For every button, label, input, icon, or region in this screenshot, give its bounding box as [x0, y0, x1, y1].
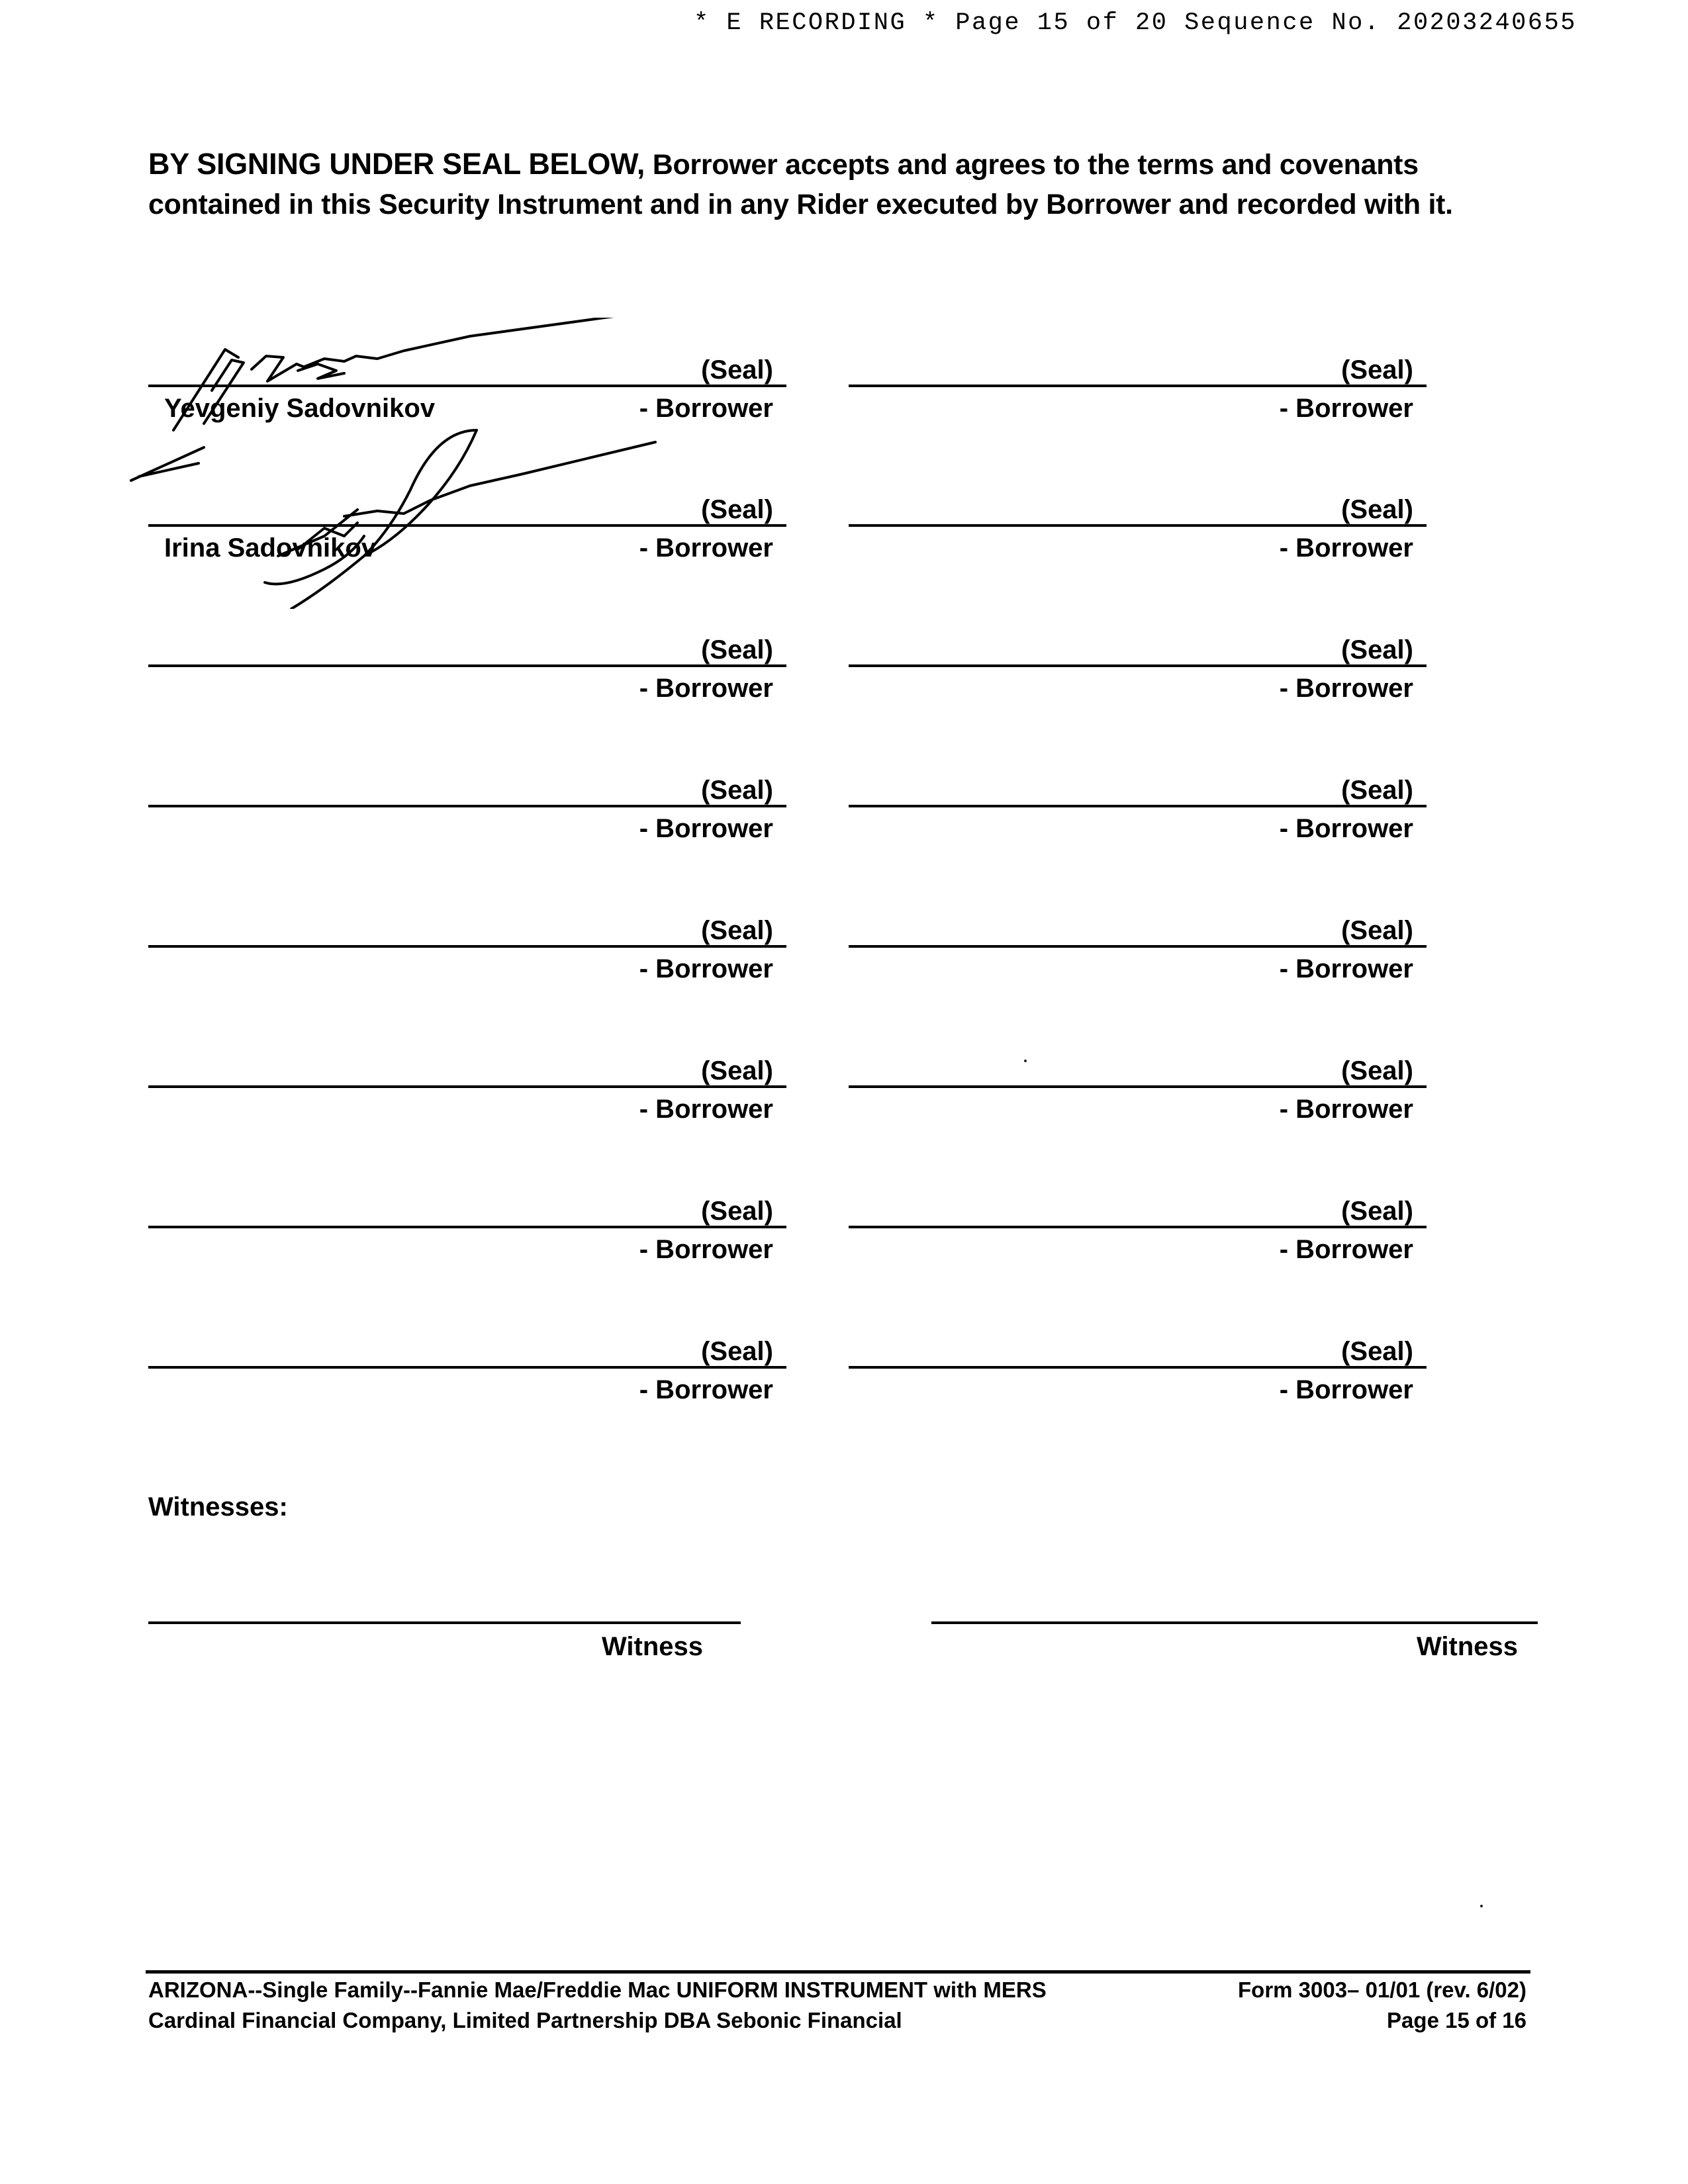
- borrower-name: Irina Sadovnikov: [164, 533, 377, 563]
- seal-label: (Seal): [701, 916, 773, 945]
- footer-row: [146, 2004, 1530, 2034]
- signature-block[interactable]: [849, 916, 1427, 995]
- signing-statement-text: Borrower accepts and agrees to the terms and covenants contained in this Security Instrument and in any Rider executed by Borrower and recorded with it.: [148, 149, 1453, 220]
- scan-speck: [1024, 1060, 1027, 1062]
- signature-line: [849, 1226, 1427, 1228]
- seal-label: (Seal): [701, 355, 773, 385]
- witness-signature-line: [148, 1621, 741, 1624]
- seal-label: (Seal): [701, 1056, 773, 1085]
- signature-line: [148, 805, 786, 807]
- role-label: - Borrower: [1279, 1235, 1413, 1264]
- form-description: ARIZONA--Single Family--Fannie Mae/Freddie Mac UNIFORM INSTRUMENT with MERS: [148, 1978, 1047, 2002]
- role-label: - Borrower: [639, 533, 773, 563]
- signature-block[interactable]: [148, 776, 786, 855]
- signature-block[interactable]: [148, 1056, 786, 1136]
- handwritten-signatures: [126, 318, 708, 609]
- seal-label: (Seal): [701, 1337, 773, 1366]
- witness-block[interactable]: [148, 1600, 741, 1666]
- signature-line: [849, 664, 1427, 667]
- witness-label: Witness: [602, 1632, 704, 1661]
- signature-stroke: [131, 447, 204, 480]
- page-footer: [146, 1970, 1530, 2034]
- role-label: - Borrower: [639, 1095, 773, 1124]
- signature-line: [148, 1085, 786, 1088]
- seal-label: (Seal): [1341, 635, 1413, 664]
- seal-label: (Seal): [701, 1197, 773, 1226]
- signature-line: [849, 1085, 1427, 1088]
- witness-signature-line: [931, 1621, 1538, 1624]
- role-label: - Borrower: [639, 394, 773, 423]
- signature-block[interactable]: [148, 635, 786, 715]
- role-label: - Borrower: [1279, 1375, 1413, 1404]
- signature-block[interactable]: [849, 1056, 1427, 1136]
- seal-label: (Seal): [1341, 495, 1413, 524]
- role-label: - Borrower: [639, 954, 773, 983]
- role-label: - Borrower: [639, 674, 773, 703]
- witness-label: Witness: [1416, 1632, 1518, 1661]
- seal-label: (Seal): [1341, 916, 1413, 945]
- signature-line: [849, 805, 1427, 807]
- form-number: Form 3003– 01/01 (rev. 6/02): [1238, 1978, 1526, 2002]
- seal-label: (Seal): [1341, 1197, 1413, 1226]
- seal-label: (Seal): [701, 635, 773, 664]
- signature-block[interactable]: [849, 355, 1427, 435]
- signature-line: [148, 1226, 786, 1228]
- footer-row: [146, 1974, 1530, 2004]
- signature-stroke: [278, 442, 655, 556]
- signature-block[interactable]: [849, 776, 1427, 855]
- signature-stroke: [265, 523, 364, 584]
- role-label: - Borrower: [1279, 674, 1413, 703]
- seal-label: (Seal): [1341, 1337, 1413, 1366]
- witnesses-heading: Witnesses:: [148, 1492, 288, 1522]
- seal-label: (Seal): [1341, 1056, 1413, 1085]
- signature-line: [849, 945, 1427, 948]
- page-number: Page 15 of 16: [1387, 2008, 1526, 2032]
- seal-label: (Seal): [701, 495, 773, 524]
- witness-block[interactable]: [931, 1600, 1538, 1666]
- seal-label: (Seal): [1341, 776, 1413, 805]
- role-label: - Borrower: [1279, 1095, 1413, 1124]
- scan-speck: [1480, 1905, 1483, 1907]
- signature-block[interactable]: [849, 1337, 1427, 1416]
- role-label: - Borrower: [1279, 954, 1413, 983]
- signature-stroke: [291, 430, 477, 609]
- seal-label: (Seal): [1341, 355, 1413, 385]
- role-label: - Borrower: [1279, 814, 1413, 843]
- signature-line: [148, 1366, 786, 1369]
- signature-block[interactable]: [849, 1197, 1427, 1276]
- signature-block[interactable]: [148, 1197, 786, 1276]
- lender-name: Cardinal Financial Company, Limited Partnership DBA Sebonic Financial: [148, 2008, 902, 2032]
- role-label: - Borrower: [639, 1375, 773, 1404]
- role-label: - Borrower: [639, 1235, 773, 1264]
- signature-line: [849, 524, 1427, 527]
- role-label: - Borrower: [639, 814, 773, 843]
- signature-block[interactable]: [849, 495, 1427, 574]
- signature-stroke: [173, 318, 662, 430]
- signature-line: [148, 664, 786, 667]
- signing-statement-lead: BY SIGNING UNDER SEAL BELOW,: [148, 147, 645, 181]
- recording-header: * E RECORDING * Page 15 of 20 Sequence No. 20203240655: [694, 9, 1577, 37]
- borrower-name: Yevgeniy Sadovnikov: [164, 394, 436, 423]
- signature-block[interactable]: [148, 916, 786, 995]
- signature-line: [148, 945, 786, 948]
- signature-block[interactable]: [148, 1337, 786, 1416]
- seal-label: (Seal): [701, 776, 773, 805]
- role-label: - Borrower: [1279, 533, 1413, 563]
- signature-block[interactable]: [849, 635, 1427, 715]
- signing-statement: [148, 144, 1552, 224]
- signature-line: [849, 1366, 1427, 1369]
- signature-line: [849, 385, 1427, 387]
- role-label: - Borrower: [1279, 394, 1413, 423]
